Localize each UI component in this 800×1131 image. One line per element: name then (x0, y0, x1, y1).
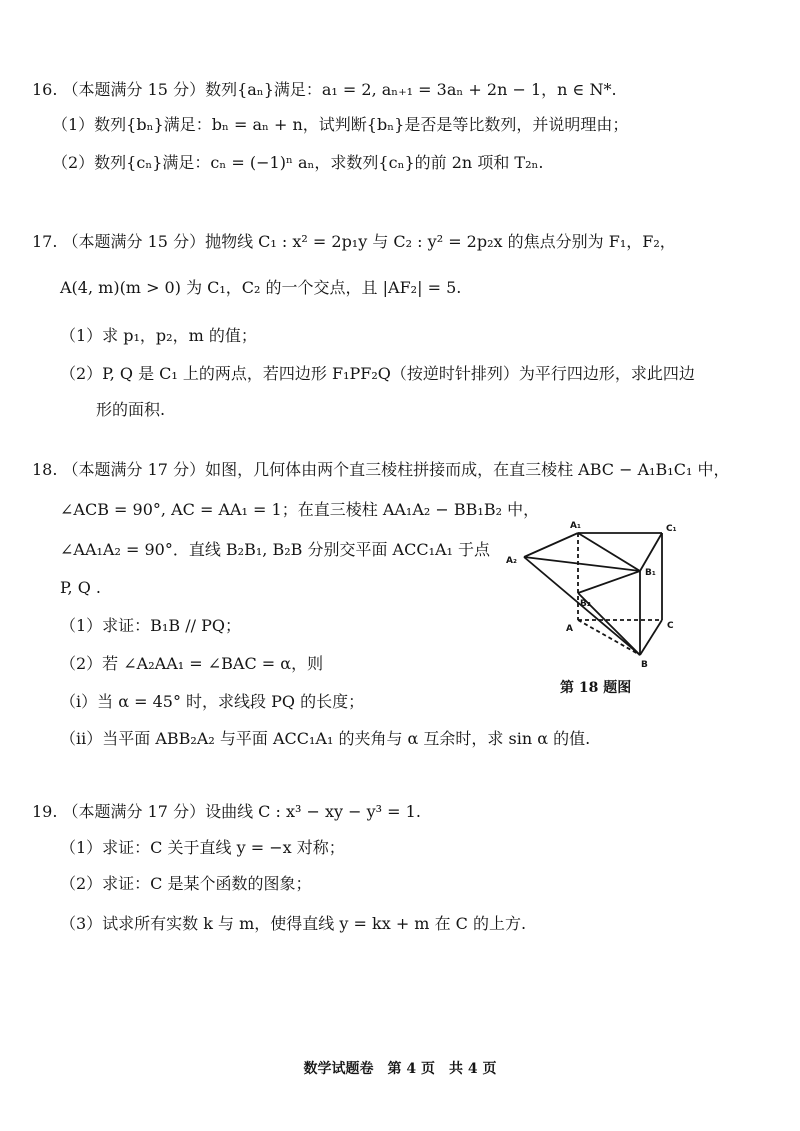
q19-stem: 19. （本题满分 17 分）设曲线 C : x³ − xy − y³ = 1. (32, 802, 421, 821)
q16-part2: （2）数列{cₙ}满足：cₙ = (−1)ⁿ aₙ，求数列{cₙ}的前 2n 项和 T₂ₙ. (52, 153, 544, 172)
edge-c1-b1 (640, 533, 662, 571)
edge-a2-a1 (524, 533, 578, 557)
q18-stem4: P, Q . (60, 578, 101, 597)
q18-stem: 18. （本题满分 17 分）如图，几何体由两个直三棱柱拼接而成，在直三棱柱 ABC − A₁B₁C₁ 中， (32, 460, 730, 479)
label-c: C (667, 621, 674, 631)
q17-stem2: A(4, m)(m > 0) 为 C₁，C₂ 的一个交点，且 |AF₂| = 5. (60, 278, 462, 297)
edge-c-b (640, 620, 662, 655)
q19-part1: （1）求证：C 关于直线 y = −x 对称； (60, 838, 345, 857)
q19-part3: （3）试求所有实数 k 与 m，使得直线 y = kx + m 在 C 的上方. (60, 914, 527, 933)
edge-b1-b2 (578, 571, 640, 593)
q18-part2ii: （ii）当平面 ABB₂A₂ 与平面 ACC₁A₁ 的夹角与 α 互余时，求 sin α 的值. (60, 729, 591, 748)
q17-part1: （1）求 p₁，p₂，m 的值； (60, 326, 257, 345)
q18-part1: （1）求证：B₁B // PQ； (60, 616, 241, 635)
edge-a2-b1 (524, 557, 640, 571)
q16-stem: 16. （本题满分 15 分）数列{aₙ}满足：a₁ = 2, aₙ₊₁ = 3aₙ + 2n − 1，n ∈ N*. (32, 80, 617, 99)
q18-figure (500, 515, 700, 675)
q17-part2b: 形的面积. (96, 400, 166, 419)
label-a: A (566, 624, 573, 634)
label-b1: B₁ (645, 568, 656, 578)
q18-figure-caption: 第 18 题图 (560, 680, 632, 696)
q17-part2: （2）P, Q 是 C₁ 上的两点，若四边形 F₁PF₂Q（按逆时针排列）为平行四边形，求此四边 (60, 364, 695, 383)
q18-stem2: ∠ACB = 90°, AC = AA₁ = 1；在直三棱柱 AA₁A₂ − BB₁B₂ 中， (60, 500, 540, 519)
q19-part2: （2）求证：C 是某个函数的图象； (60, 874, 312, 893)
label-a1: A₁ (570, 521, 581, 531)
label-b2: B₂ (580, 599, 591, 609)
q18-part2: （2）若 ∠A₂AA₁ = ∠BAC = α，则 (60, 654, 324, 673)
q17-stem: 17. （本题满分 15 分）抛物线 C₁ : x² = 2p₁y 与 C₂ : y² = 2p₂x 的焦点分别为 F₁，F₂， (32, 232, 676, 251)
q18-stem3: ∠AA₁A₂ = 90°．直线 B₂B₁, B₂B 分别交平面 ACC₁A₁ 于点 (60, 540, 491, 559)
label-a2: A₂ (506, 556, 517, 566)
label-b: B (641, 660, 648, 670)
label-c1: C₁ (666, 524, 677, 534)
q18-part2i: （i）当 α = 45° 时，求线段 PQ 的长度； (60, 692, 365, 711)
page-footer: 数学试题卷 第 4 页 共 4 页 (303, 1061, 497, 1077)
q16-part1: （1）数列{bₙ}满足：bₙ = aₙ + n，试判断{bₙ}是否是等比数列，并说明理由； (52, 115, 629, 134)
